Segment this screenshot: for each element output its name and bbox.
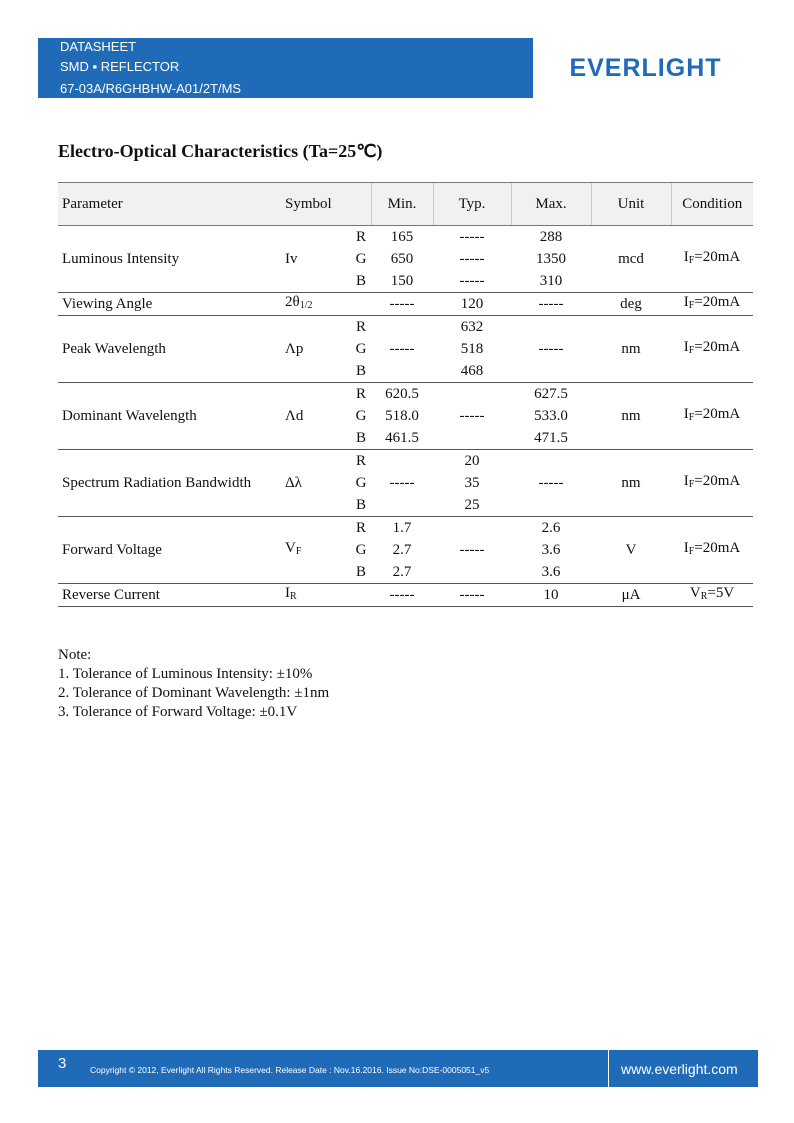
param-peak: Peak Wavelength <box>58 316 281 383</box>
channel-g: G <box>355 408 367 424</box>
value-max: 3.6 <box>541 542 561 558</box>
header-condition: Condition <box>671 183 753 226</box>
unit-luminous: mcd <box>618 251 644 267</box>
unit-spectrum: nm <box>591 450 671 517</box>
header-typ: Typ. <box>433 183 511 226</box>
value-typ: 468 <box>460 363 484 379</box>
channel-b: B <box>355 564 366 580</box>
unit-peak: nm <box>591 316 671 383</box>
channel-b: B <box>355 497 366 513</box>
value-min: ----- <box>371 316 433 383</box>
footer-divider <box>608 1050 609 1087</box>
value-max: 2.6 <box>511 517 591 540</box>
table-row <box>58 383 753 406</box>
channel-g: G <box>355 341 367 357</box>
symbol-spectrum: Δλ <box>281 450 351 517</box>
value-max: ----- <box>511 316 591 383</box>
product-category: SMD ▪ REFLECTOR <box>60 59 180 74</box>
value-min: 165 <box>390 229 414 245</box>
unit-dominant: nm <box>591 383 671 450</box>
value-min: ----- <box>371 584 433 607</box>
header-min: Min. <box>371 183 433 226</box>
channel-b: B <box>355 273 366 289</box>
page-footer <box>38 1050 758 1087</box>
value-typ: 20 <box>433 450 511 473</box>
symbol-luminous: Iv <box>285 251 298 267</box>
note-item: 2. Tolerance of Dominant Wavelength: ±1nm <box>58 685 330 701</box>
value-max: ----- <box>511 293 591 316</box>
section-title: Electro-Optical Characteristics (Ta=25℃) <box>58 141 383 161</box>
logo-area <box>533 38 758 98</box>
value-min: 2.7 <box>392 564 412 580</box>
everlight-logo: EVERLIGHT <box>569 54 722 82</box>
page-header <box>38 38 758 98</box>
table-row <box>58 226 753 249</box>
value-typ: ----- <box>459 229 485 245</box>
condition-spectrum: $I_F=20mA$ <box>671 450 753 517</box>
table-row <box>58 450 753 473</box>
value-typ: ----- <box>433 584 511 607</box>
param-spectrum: Spectrum Radiation Bandwidth <box>58 450 281 517</box>
table-row <box>58 584 753 607</box>
table-row <box>58 316 753 339</box>
characteristics-table <box>58 182 753 607</box>
value-max: 10 <box>511 584 591 607</box>
symbol-peak: Λp <box>281 316 351 383</box>
symbol-forward: $V_F$ <box>281 517 351 584</box>
value-min: 150 <box>390 273 414 289</box>
header-symbol: Symbol <box>281 183 371 226</box>
website-link[interactable]: www.everlight.com <box>621 1061 738 1077</box>
channel-r: R <box>351 517 371 540</box>
notes-title: Note: <box>58 647 92 663</box>
copyright-text: Copyright © 2012, Everlight All Rights Reserved. Release Date : Nov.16.2016. Issue No:DSE-0005051_v5 <box>90 1065 490 1075</box>
value-min: 461.5 <box>385 430 419 446</box>
condition-reverse: $V_R=5V$ <box>671 584 753 607</box>
value-min: 620.5 <box>371 383 433 406</box>
symbol-dominant: Λd <box>281 383 351 450</box>
value-typ: ----- <box>433 517 511 584</box>
value-max: 310 <box>539 273 563 289</box>
header-max: Max. <box>511 183 591 226</box>
channel-b: B <box>355 430 366 446</box>
channel-r: R <box>355 229 366 245</box>
value-typ: ----- <box>459 273 485 289</box>
value-max: 627.5 <box>511 383 591 406</box>
channel-g: G <box>355 475 367 491</box>
value-max: 533.0 <box>534 408 568 424</box>
param-dominant: Dominant Wavelength <box>58 383 281 450</box>
condition-luminous: $I_F=20mA$ <box>683 249 741 266</box>
channel-g: G <box>355 251 367 267</box>
value-min: 650 <box>390 251 414 267</box>
channel-b: B <box>355 363 366 379</box>
value-max: 288 <box>539 229 563 245</box>
table-header-row <box>58 183 753 226</box>
note-item: 1. Tolerance of Luminous Intensity: ±10% <box>58 666 313 682</box>
channel-r: R <box>351 450 371 473</box>
value-typ: 632 <box>433 316 511 339</box>
channel-r: R <box>351 383 371 406</box>
unit-forward: V <box>591 517 671 584</box>
header-unit: Unit <box>591 183 671 226</box>
value-min: ----- <box>371 293 433 316</box>
value-min: 2.7 <box>392 542 412 558</box>
value-max: 3.6 <box>541 564 561 580</box>
symbol-viewing: $2\theta_{1/2}$ <box>281 293 351 316</box>
value-min: ----- <box>371 450 433 517</box>
unit-viewing: deg <box>591 293 671 316</box>
value-typ: 25 <box>464 497 480 513</box>
value-min: 1.7 <box>371 517 433 540</box>
doc-type: DATASHEET <box>60 39 137 54</box>
value-typ: ----- <box>459 251 485 267</box>
part-number: 67-03A/R6GHBHW-A01/2T/MS <box>60 81 242 96</box>
table-row <box>58 293 753 316</box>
table-row <box>58 517 753 540</box>
value-typ: ----- <box>433 383 511 450</box>
page-number: 3 <box>58 1055 67 1072</box>
channel-g: G <box>355 542 367 558</box>
param-forward: Forward Voltage <box>58 517 281 584</box>
channel-r: R <box>351 316 371 339</box>
param-luminous: Luminous Intensity <box>62 251 180 267</box>
condition-peak: $I_F=20mA$ <box>671 316 753 383</box>
value-max: 471.5 <box>534 430 568 446</box>
symbol-reverse: $I_R$ <box>281 584 351 607</box>
value-max: 1350 <box>536 251 566 267</box>
value-typ: 35 <box>464 475 480 491</box>
header-parameter: Parameter <box>58 183 281 226</box>
value-max: ----- <box>511 450 591 517</box>
value-typ: 120 <box>433 293 511 316</box>
note-item: 3. Tolerance of Forward Voltage: ±0.1V <box>58 704 298 720</box>
param-viewing: Viewing Angle <box>58 293 281 316</box>
condition-forward: $I_F=20mA$ <box>671 517 753 584</box>
value-typ: 518 <box>460 341 484 357</box>
condition-dominant: $I_F=20mA$ <box>671 383 753 450</box>
unit-reverse: μA <box>591 584 671 607</box>
condition-viewing: $I_F=20mA$ <box>671 293 753 316</box>
param-reverse: Reverse Current <box>58 584 281 607</box>
notes-section <box>58 646 329 722</box>
value-min: 518.0 <box>385 408 419 424</box>
